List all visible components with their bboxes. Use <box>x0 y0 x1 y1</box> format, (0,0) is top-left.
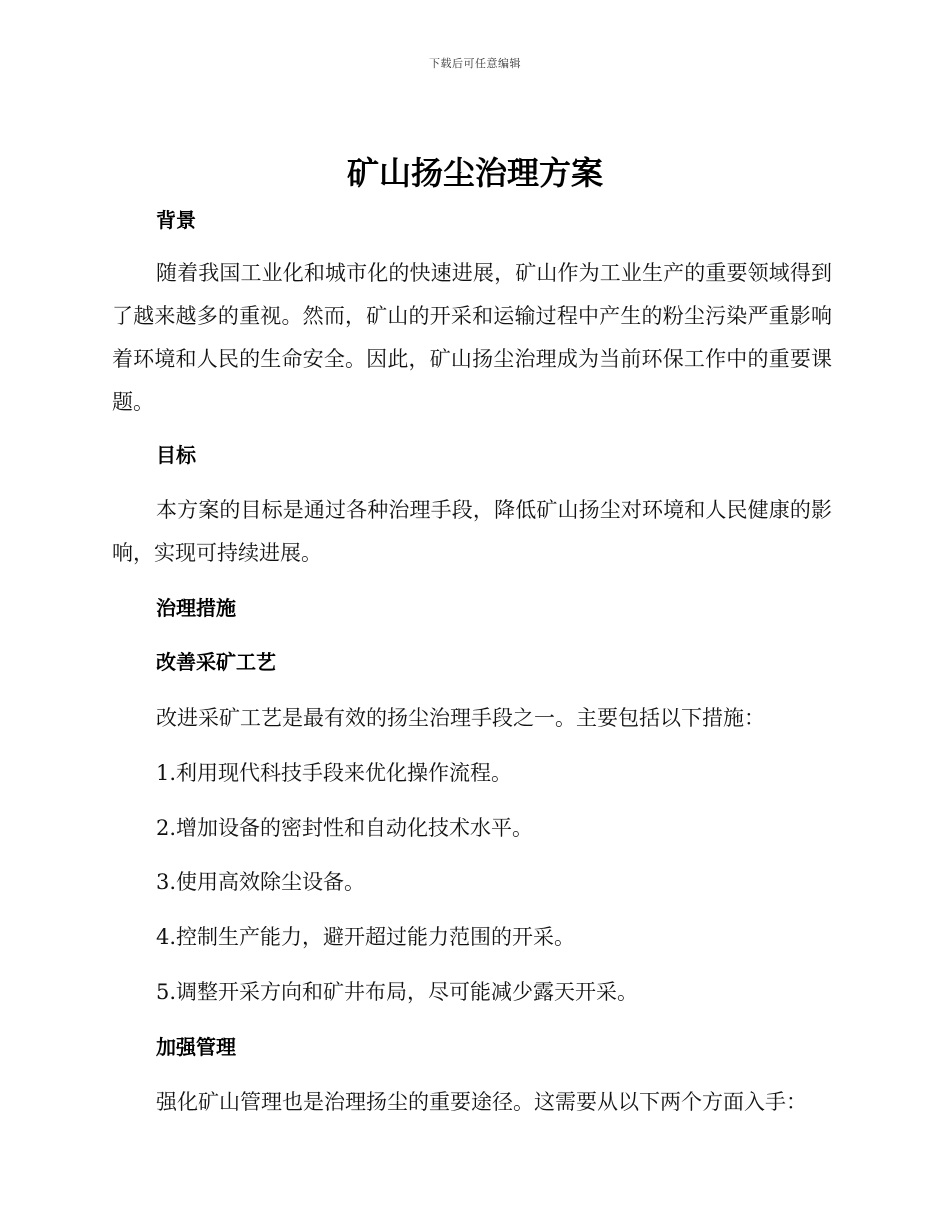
subsection-heading-process: 改善采矿工艺 <box>156 650 276 674</box>
section-heading-goal: 目标 <box>156 443 196 467</box>
list-item: 1.利用现代科技手段来优化操作流程。 <box>156 761 513 785</box>
list-item: 5.调整开采方向和矿井布局，尽可能减少露天开采。 <box>156 980 639 1004</box>
section-heading-measures: 治理措施 <box>156 596 236 620</box>
header-note: 下载后可任意编辑 <box>429 57 521 70</box>
page-title: 矿山扬尘治理方案 <box>346 154 603 192</box>
paragraph-process-intro: 改进采矿工艺是最有效的扬尘治理手段之一。主要包括以下措施： <box>156 706 765 730</box>
subsection-heading-management: 加强管理 <box>156 1035 236 1059</box>
paragraph-management-intro: 强化矿山管理也是治理扬尘的重要途径。这需要从以下两个方面入手： <box>156 1090 807 1114</box>
list-item: 2.增加设备的密封性和自动化技术水平。 <box>156 816 534 840</box>
list-item: 3.使用高效除尘设备。 <box>156 870 366 894</box>
section-heading-background: 背景 <box>156 208 196 232</box>
paragraph-goal: 本方案的目标是通过各种治理手段，降低矿山扬尘对环境和人民健康的影响，实现可持续进展。 <box>112 498 832 565</box>
paragraph-background: 随着我国工业化和城市化的快速进展，矿山作为工业生产的重要领域得到了越来越多的重视。然而，矿山的开采和运输过程中产生的粉尘污染严重影响着环境和人民的生命安全。因此，矿山扬尘治理成为当前环保工作中的重要课题。 <box>112 261 832 414</box>
list-item: 4.控制生产能力，避开超过能力范围的开采。 <box>156 925 576 949</box>
